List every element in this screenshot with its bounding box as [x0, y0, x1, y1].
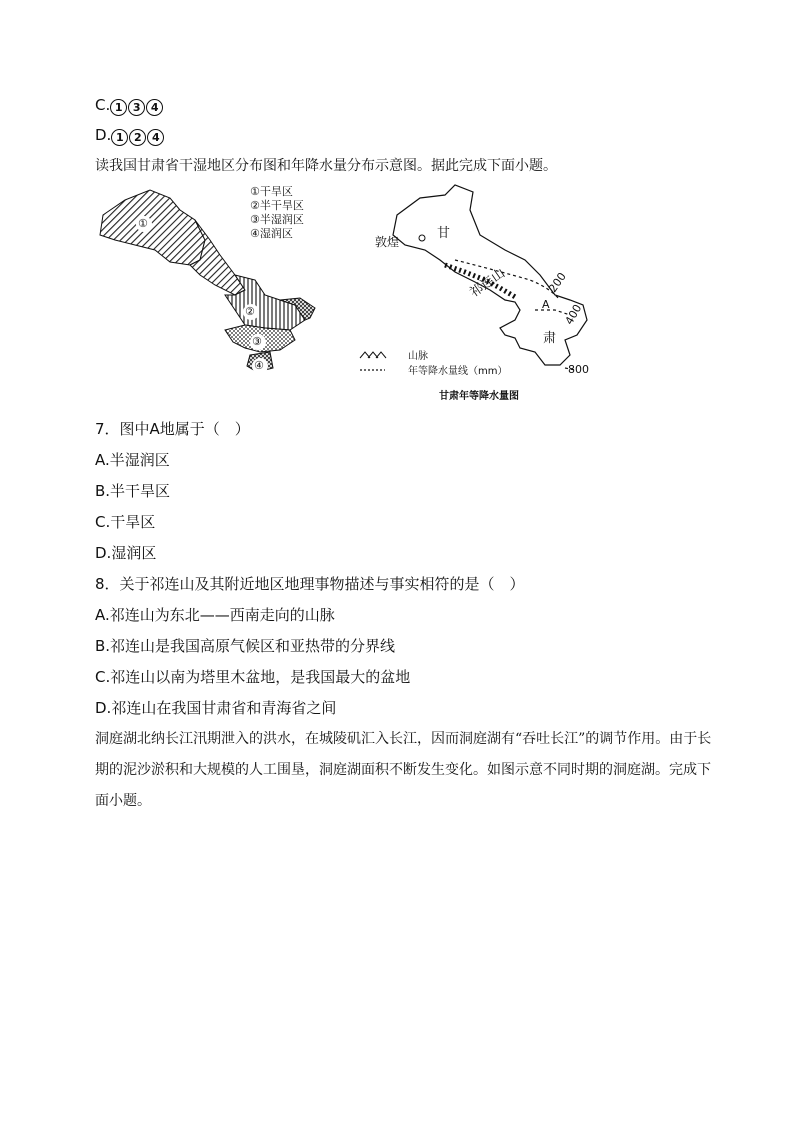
option-c-prev	[95, 96, 164, 116]
q7-option-d: D.湿润区	[95, 544, 157, 562]
legend-semi-humid: ③半湿润区	[250, 213, 304, 226]
gansu-dry-wet-map	[95, 180, 335, 380]
isoline-800-label: 800	[568, 363, 589, 376]
dongting-passage: 洞庭湖北纳长江汛期泄入的洪水，在城陵矶汇入长江，因而洞庭湖有“吞吐长江”的调节作用。由于长期的泥沙淤积和大规模的人工围垦，洞庭湖面积不断发生变化。如图示意不同时期的洞庭湖。完成下面小题。	[95, 731, 712, 809]
region-mark-3: ③	[252, 335, 262, 348]
option-d-prev	[95, 126, 165, 146]
legend-isoline: 年等降水量线（mm）	[408, 366, 508, 377]
q8-option-a: A.祁连山为东北——西南走向的山脉	[95, 606, 335, 624]
qilian-label: 祁连山	[467, 265, 508, 301]
legend-semi-arid: ②半干旱区	[250, 199, 304, 212]
q8-option-c: C.祁连山以南为塔里木盆地，是我国最大的盆地	[95, 668, 411, 686]
circled-number: 3	[128, 99, 145, 116]
legend-arid: ①干旱区	[250, 185, 293, 198]
dunhuang-label: 敦煌	[375, 235, 400, 249]
gansu-precipitation-map	[355, 180, 625, 405]
gan-label: 甘	[437, 226, 451, 241]
circled-number: 4	[146, 99, 163, 116]
region-mark-2: ②	[245, 305, 255, 318]
su-label: 肃	[543, 331, 557, 346]
q7-stem: 7．图中A地属于（ ）	[95, 420, 250, 438]
circled-number: 1	[111, 129, 128, 146]
circled-number: 4	[147, 129, 164, 146]
precipitation-map-caption: 甘肃年等降水量图	[439, 391, 519, 402]
intro-text: 读我国甘肃省干湿地区分布图和年降水量分布示意图。据此完成下面小题。	[95, 158, 557, 174]
isoline-200-label: 200	[546, 270, 569, 295]
q7-option-b: B.半干旱区	[95, 482, 171, 500]
option-prefix: D.	[95, 126, 112, 144]
q8-option-b: B.祁连山是我国高原气候区和亚热带的分界线	[95, 637, 396, 655]
q7-option-a: A.半湿润区	[95, 451, 170, 469]
option-prefix: C.	[95, 96, 111, 114]
q8-stem: 8．关于祁连山及其附近地区地理事物描述与事实相符的是（ ）	[95, 575, 525, 593]
isoline-400-label: 400	[562, 302, 585, 327]
legend-mountain: 山脉	[408, 351, 428, 362]
q7-option-c: C.干旱区	[95, 513, 156, 531]
circled-number: 2	[129, 129, 146, 146]
circled-number: 1	[110, 99, 127, 116]
a-label: A	[542, 298, 550, 311]
q8-option-d: D.祁连山在我国甘肃省和青海省之间	[95, 699, 337, 717]
region-mark-1: ①	[138, 217, 148, 230]
region-mark-4: ④	[254, 359, 264, 372]
legend-humid: ④湿润区	[250, 227, 293, 240]
